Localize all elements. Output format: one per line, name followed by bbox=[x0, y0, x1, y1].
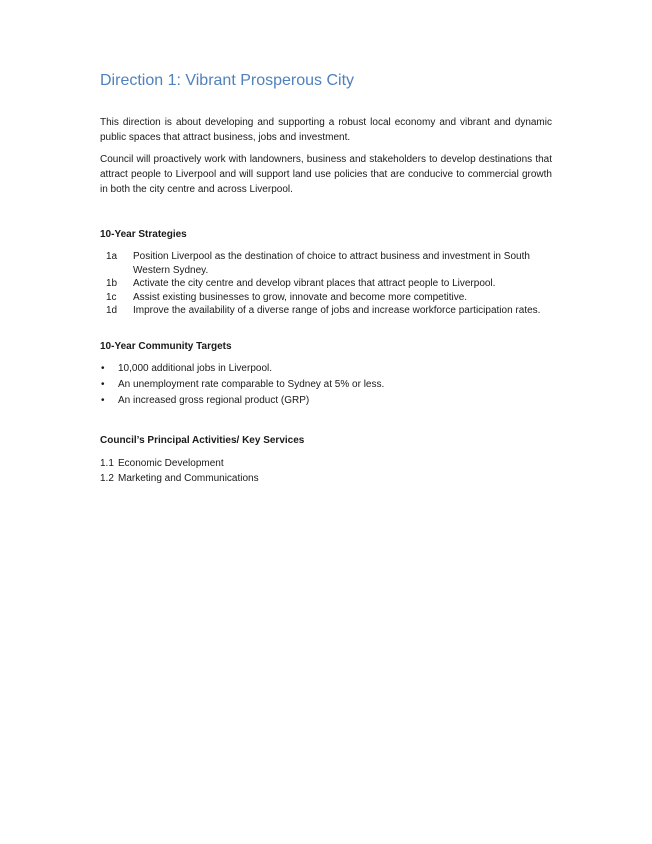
activities-heading: Council’s Principal Activities/ Key Services bbox=[100, 435, 305, 446]
target-text: An increased gross regional product (GRP) bbox=[118, 395, 310, 406]
page-title: Direction 1: Vibrant Prosperous City bbox=[100, 72, 355, 89]
activity-text: Economic Development bbox=[118, 458, 224, 469]
strategy-code: 1d bbox=[106, 305, 118, 316]
strategy-text: Assist existing businesses to grow, innovate and become more competitive. bbox=[133, 291, 468, 303]
intro-paragraph-1: This direction is about developing and supporting a robust local economy and vibrant and dynamic public spaces that attract business, jobs and investment. bbox=[100, 117, 552, 143]
bullet-marker: • bbox=[101, 395, 105, 406]
strategies-heading: 10-Year Strategies bbox=[100, 229, 187, 240]
target-text: 10,000 additional jobs in Liverpool. bbox=[118, 363, 272, 374]
strategy-code: 1c bbox=[106, 291, 117, 303]
bullet-marker: • bbox=[101, 379, 105, 390]
intro-paragraph-2: Council will proactively work with landowners, business and stakeholders to develop destinations that attract people to Liverpool and will support land use policies that are conducive to commercial growth in both the city centre and across Liverpool. bbox=[100, 154, 552, 195]
strategy-code: 1a bbox=[106, 251, 118, 262]
activity-number: 1.1 bbox=[100, 458, 114, 469]
strategy-text: Position Liverpool as the destination of choice to attract business and investment in South Western Sydney. bbox=[133, 251, 530, 276]
targets-heading: 10-Year Community Targets bbox=[100, 341, 232, 352]
bullet-marker: • bbox=[101, 363, 105, 374]
strategy-code: 1b bbox=[106, 278, 118, 289]
strategy-text: Activate the city centre and develop vibrant places that attract people to Liverpool. bbox=[133, 278, 496, 289]
activity-text: Marketing and Communications bbox=[118, 473, 259, 484]
strategy-text: Improve the availability of a diverse range of jobs and increase workforce participation rates. bbox=[133, 305, 541, 316]
activity-number: 1.2 bbox=[100, 473, 114, 484]
target-text: An unemployment rate comparable to Sydney at 5% or less. bbox=[118, 379, 385, 390]
